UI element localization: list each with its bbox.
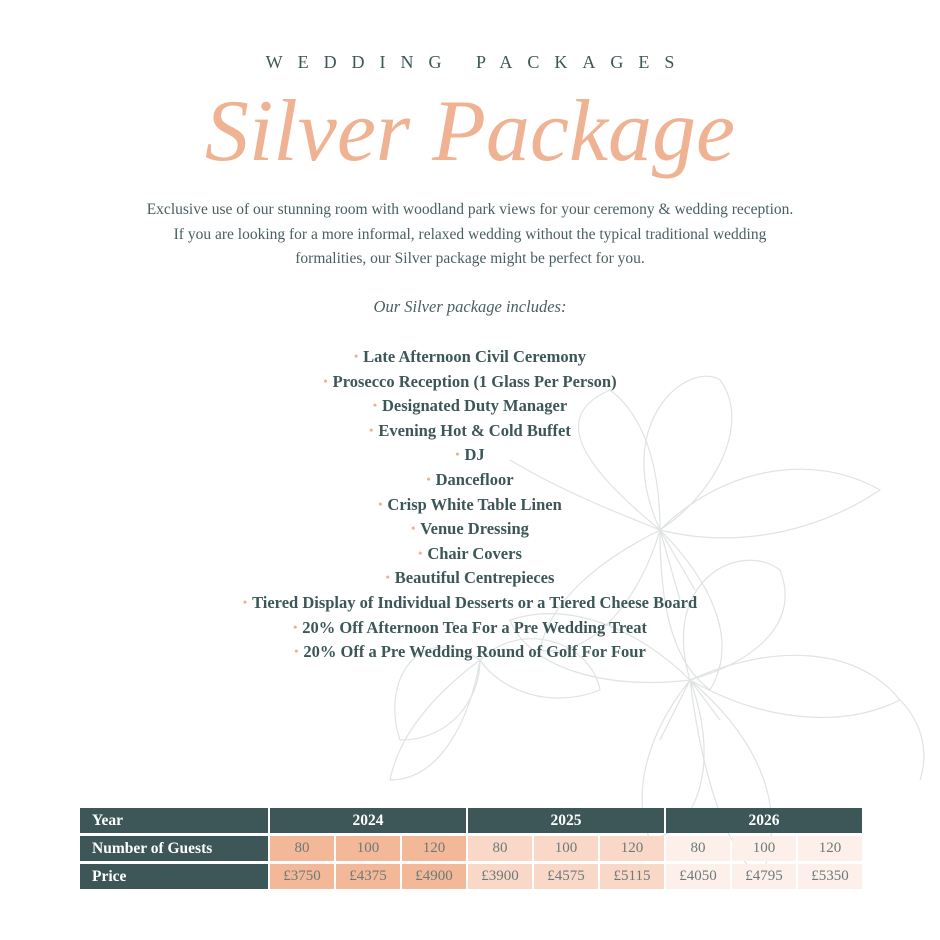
- includes-heading: Our Silver package includes:: [373, 297, 567, 316]
- feature-item: [0, 615, 940, 640]
- year-2025-header: 2025: [468, 808, 664, 833]
- feature-item: [0, 516, 940, 541]
- intro-line: Exclusive use of our stunning room with woodland park views for your ceremony & wedding reception.: [146, 201, 794, 218]
- bullet-icon: •: [323, 373, 328, 388]
- bullet-icon: •: [369, 422, 374, 437]
- bullet-icon: •: [242, 594, 248, 609]
- price-cell: £4375: [336, 864, 400, 889]
- price-cell: £3900: [468, 864, 532, 889]
- guests-cell: 100: [732, 836, 796, 861]
- year-row-header: Year: [80, 808, 268, 833]
- feature-label: Crisp White Table Linen: [387, 494, 562, 514]
- price-cell: £5350: [798, 864, 862, 889]
- section-kicker: WEDDING PACKAGES: [265, 52, 690, 72]
- feature-item: [0, 418, 940, 443]
- feature-item: [0, 541, 940, 566]
- bullet-icon: •: [385, 570, 390, 585]
- price-cell: £3750: [270, 864, 334, 889]
- bullet-icon: •: [353, 349, 359, 363]
- feature-item: [0, 492, 940, 517]
- feature-label: Tiered Display of Individual Desserts or a Tiered Cheese Board: [252, 592, 698, 612]
- feature-label: Late Afternoon Civil Ceremony: [363, 347, 587, 366]
- bullet-icon: •: [378, 496, 383, 511]
- guests-row: [80, 836, 862, 861]
- feature-label: 20% Off a Pre Wedding Round of Golf For Four: [303, 642, 646, 662]
- intro-text: [120, 198, 820, 272]
- feature-item: [0, 590, 940, 615]
- feature-item: [0, 467, 940, 492]
- feature-item: [0, 344, 940, 369]
- bullet-icon: •: [294, 644, 299, 659]
- feature-item: [0, 393, 940, 418]
- price-cell: £4050: [666, 864, 730, 889]
- intro-line: formalities, our Silver package might be perfect for you.: [295, 250, 645, 267]
- year-2024-header: 2024: [270, 808, 466, 833]
- feature-label: Designated Duty Manager: [382, 396, 568, 416]
- bullet-icon: •: [418, 545, 423, 560]
- price-cell: £4575: [534, 864, 598, 889]
- feature-label: 20% Off Afternoon Tea For a Pre Wedding Treat: [302, 617, 647, 637]
- bullet-icon: •: [426, 471, 431, 486]
- feature-label: Prosecco Reception (1 Glass Per Person): [332, 371, 617, 391]
- price-cell: £5115: [600, 864, 664, 889]
- bullet-icon: •: [372, 398, 378, 413]
- price-row: [80, 864, 862, 889]
- guests-cell: 100: [336, 836, 400, 861]
- feature-label: DJ: [464, 445, 485, 465]
- guests-cell: 120: [402, 836, 466, 861]
- feature-item: [0, 639, 940, 664]
- feature-label: Evening Hot & Cold Buffet: [378, 420, 571, 440]
- price-row-header: Price: [80, 864, 268, 889]
- guests-cell: 120: [600, 836, 664, 861]
- guests-cell: 80: [270, 836, 334, 861]
- feature-label: Beautiful Centrepieces: [394, 568, 555, 588]
- feature-item: [0, 565, 940, 590]
- package-title: Silver Package: [204, 83, 736, 180]
- guests-row-header: Number of Guests: [80, 836, 268, 861]
- guests-cell: 100: [534, 836, 598, 861]
- feature-label: Chair Covers: [427, 543, 522, 563]
- bullet-icon: •: [411, 521, 416, 536]
- guests-cell: 80: [468, 836, 532, 861]
- feature-item: [0, 442, 940, 467]
- price-cell: £4795: [732, 864, 796, 889]
- intro-line: If you are looking for a more informal, relaxed wedding without the typical traditional wedding: [173, 225, 767, 243]
- year-2026-header: 2026: [666, 808, 862, 833]
- guests-cell: 80: [666, 836, 730, 861]
- feature-list: [0, 344, 940, 664]
- bullet-icon: •: [455, 447, 460, 462]
- guests-cell: 120: [798, 836, 862, 861]
- feature-label: Venue Dressing: [420, 519, 529, 539]
- bullet-icon: •: [293, 619, 298, 634]
- pricing-table: [78, 805, 864, 892]
- feature-label: Dancefloor: [435, 469, 514, 489]
- price-cell: £4900: [402, 864, 466, 889]
- feature-item: [0, 369, 940, 394]
- year-row: [80, 808, 862, 833]
